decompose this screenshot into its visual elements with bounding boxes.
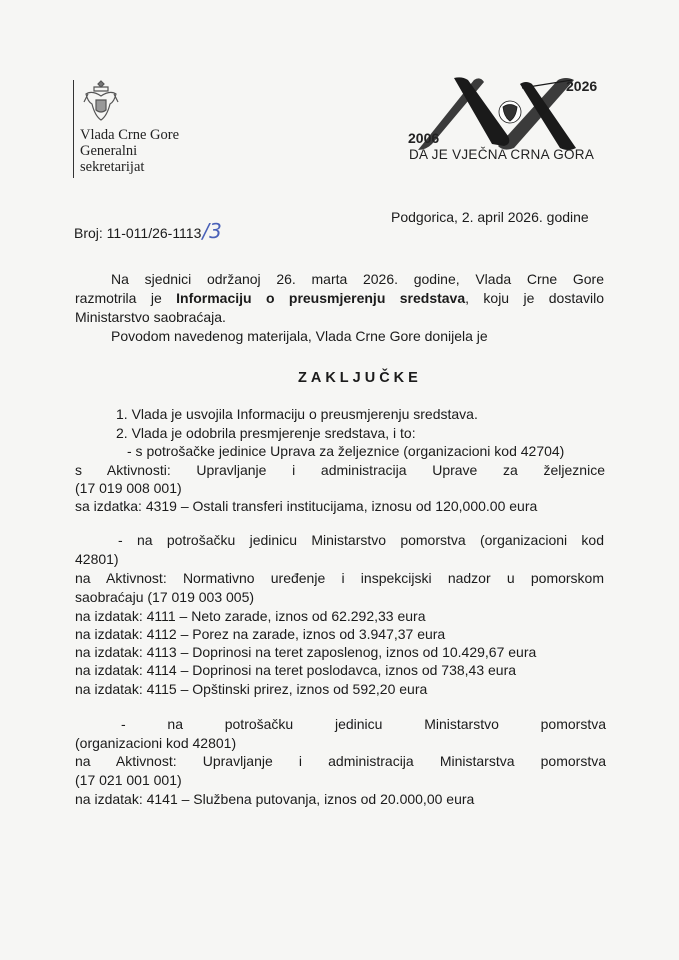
intro-line-2-end: , koju je dostavilo [465,290,605,306]
montenegro-coat-of-arms-icon [78,78,124,124]
letterhead-divider [73,80,74,178]
target-1-expense: na izdatak: 4114 – Doprinosi na teret poslodavca, iznos od 738,43 eura [75,662,517,678]
organization-name [80,127,179,175]
jubilee-year-start: 2006 [408,130,440,146]
intro-line-2-start: razmotrila je [75,290,177,306]
handwritten-annotation: /3 [202,219,222,243]
source-expense: sa izdatka: 4319 – Ostali transferi institucijama, iznosu od 120,000.00 eura [75,498,538,514]
target-1-expense: na izdatak: 4112 – Porez na zarade, iznos od 3.947,37 eura [75,626,446,642]
reference-number [74,219,222,243]
conclusion-item-2: 2. Vlada je odobrila presmjerenje sredstava, i to: [116,425,416,441]
org-line-2: Generalni [80,143,138,159]
intro-line-2 [75,290,604,307]
target-1-activity-code: saobraćaju (17 019 003 005) [75,589,255,605]
target-1-expense: na izdatak: 4115 – Opštinski prirez, iznos od 592,20 eura [75,681,428,697]
intro-line-4: Povodom navedenog materijala, Vlada Crne Gore donijela je [111,328,488,344]
jubilee-motto: DA JE VJEČNA CRNA GORA [409,147,595,162]
target-1-unit-code: 42801) [75,551,119,567]
source-activity-code: (17 019 008 001) [75,480,182,496]
document-subject: Informaciju o preusmjerenju sredstava [176,290,466,306]
conclusions-title: ZAKLJUČKE [298,370,422,386]
source-activity: s Aktivnosti: Upravljanje i administracija Uprave za željeznice [75,462,605,478]
org-line-1: Vlada Crne Gore [80,127,180,143]
source-unit: - s potrošačke jedinice Uprava za željeznice (organizacioni kod 42704) [127,443,565,459]
intro-line-1: Na sjednici održanoj 26. marta 2026. godine, Vlada Crne Gore [111,271,604,287]
jubilee-year-end: 2026 [566,78,598,94]
target-2-expense: na izdatak: 4141 – Službena putovanja, iznos od 20.000,00 eura [75,791,475,807]
reference-number-text: Broj: 11-011/26-1113 [74,225,202,241]
org-line-3: sekretarijat [80,159,145,175]
target-1-expense: na izdatak: 4113 – Doprinosi na teret zaposlenog, iznos od 10.429,67 eura [75,644,537,660]
conclusion-item-1: 1. Vlada je usvojila Informaciju o preusmjerenju sredstava. [116,406,478,422]
target-1-unit: - na potrošačku jedinicu Ministarstvo pomorstva (organizacioni kod [118,532,604,548]
target-1-expense: na izdatak: 4111 – Neto zarade, iznos od 62.292,33 eura [75,608,426,624]
place-and-date: Podgorica, 2. april 2026. godine [391,209,589,225]
target-2-activity-code: (17 021 001 001) [75,772,182,788]
target-1-activity: na Aktivnost: Normativno uređenje i inspekcijski nadzor u pomorskom [75,570,604,586]
target-2-unit: - na potrošačku jedinicu Ministarstvo pomorstva [121,716,606,732]
target-2-unit-code: (organizacioni kod 42801) [75,735,237,751]
intro-line-3: Ministarstvo saobraćaja. [75,309,226,325]
target-2-activity: na Aktivnost: Upravljanje i administracija Ministarstva pomorstva [75,753,606,769]
